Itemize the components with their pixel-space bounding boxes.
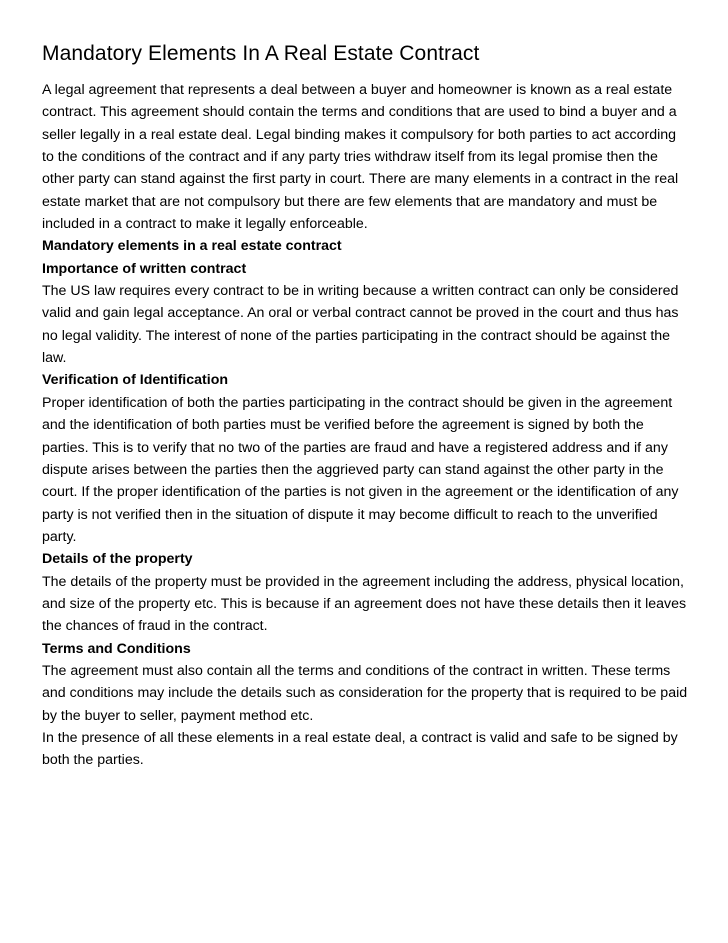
subsection-body: Proper identification of both the parties participating in the contract should be given in the agreement and the identification of both parties must be verified before the agreement is signed by both the parties. This is to verify that no two of the parties are fraud and have a registered address and if any dispute arises between the parties then the aggrieved party can stand against the other party in the court. If the proper identification of the parties is not given in the agreement or the identification of any party is not verified then in the situation of dispute it may become difficult to reach to the unverified party.: [42, 394, 679, 545]
subsection-heading: Terms and Conditions: [42, 640, 191, 657]
subsection-heading: Verification of Identification: [42, 372, 229, 389]
document-page: [42, 40, 688, 772]
intro-paragraph: A legal agreement that represents a deal between a buyer and homeowner is known as a real estate contract. This agreement should contain the terms and conditions that are used to bind a buyer and a seller legally in a real estate deal. Legal binding makes it compulsory for both parties to act according to the conditions of the contract and if any party tries withdraw itself from its legal promise then the other party can stand against the first party in court. There are many elements in a contract in the real estate market that are not compulsory but there are few elements that are mandatory and must be included in a contract to make it legally enforceable.: [42, 82, 679, 233]
section-property-details: [42, 548, 688, 637]
subsection-body: The US law requires every contract to be in writing because a written contract can only be considered valid and gain legal acceptance. An oral or verbal contract cannot be proved in the court and thus has no legal validity. The interest of none of the parties participating in the contract should be against the law.: [42, 283, 679, 367]
section-heading: Mandatory elements in a real estate contract: [42, 238, 342, 255]
subsection-body: The agreement must also contain all the terms and conditions of the contract in written. These terms and conditions may include the details such as consideration for the property that is required to be paid by the buyer to seller, payment method etc.: [42, 662, 688, 724]
section-written-contract: [42, 258, 688, 370]
section-terms: [42, 638, 688, 727]
subsection-heading: Importance of written contract: [42, 260, 247, 277]
subsection-body: The details of the property must be provided in the agreement including the address, physical location, and size of the property etc. This is because if an agreement does not have these details then it leaves the chances of fraud in the contract.: [42, 573, 687, 635]
section-verification: [42, 369, 688, 548]
page-title: Mandatory Elements In A Real Estate Contract: [42, 42, 480, 65]
conclusion-paragraph: In the presence of all these elements in a real estate deal, a contract is valid and safe to be signed by both the parties.: [42, 729, 678, 769]
subsection-heading: Details of the property: [42, 551, 193, 568]
